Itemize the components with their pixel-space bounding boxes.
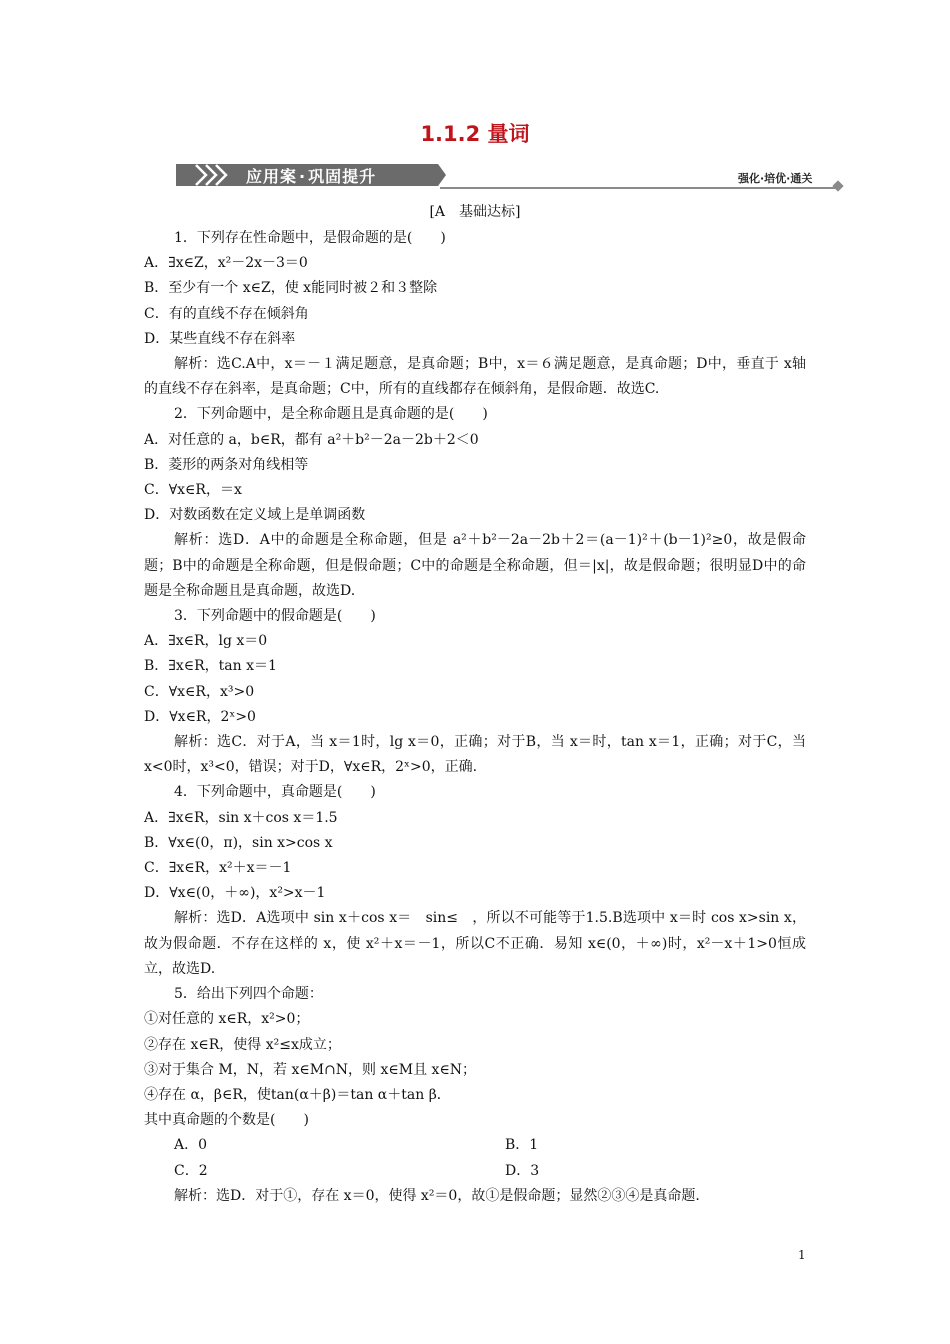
- q5-ask: 其中真命题的个数是( ): [144, 1112, 309, 1129]
- q2-option-d: D．对数函数在定义域上是单调函数: [144, 507, 366, 524]
- q3-option-c: C．∀x∈R，x³>0: [144, 683, 255, 700]
- q1-stem: 1．下列存在性命题中，是假命题的是( ): [174, 230, 446, 246]
- q2-stem: 2．下列命题中，是全称命题且是真命题的是( ): [174, 406, 488, 423]
- tagline: 强化·培优·通关: [738, 172, 813, 185]
- q1-option-a: A．∃x∈Z，x²－2x－3＝0: [144, 255, 308, 272]
- q5-proposition-1: ①对任意的 x∈R，x²>0；: [144, 1011, 310, 1028]
- banner-dot: ·: [299, 167, 307, 186]
- q2-answer: 解析：选D．A中的命题是全称命题，但是 a²＋b²－2a－2b＋2＝(a－1)²＋(b－1)²≥0，故是假命题；B中的命题是全称命题，但是假命题；C中的命题是全称命题，但＝|x|，故是假命题；很明显D中的命题是全称命题且是真命题，故选D.: [144, 532, 806, 599]
- q5-proposition-2: ②存在 x∈R，使得 x²≤x成立；: [144, 1036, 341, 1053]
- q2-option-a: A．对任意的 a，b∈R，都有 a²＋b²－2a－2b＋2＜0: [144, 431, 479, 448]
- q3-option-a: A．∃x∈R，lg x＝0: [144, 633, 268, 650]
- banner-label-right: 巩固提升: [308, 167, 377, 186]
- q1-answer: 解析：选C.A中，x＝－１满足题意，是真命题；B中，x＝６满足题意，是真命题；D中，垂直于 x轴的直线不存在斜率，是真命题；C中，所有的直线都存在倾斜角，是假命题．故选C.: [144, 356, 806, 398]
- q4-option-d: D．∀x∈(0，＋∞)，x²>x－1: [144, 885, 326, 902]
- q1-option-c: C．有的直线不存在倾斜角: [144, 305, 309, 322]
- header-rule: [440, 187, 835, 189]
- diamond-icon: [832, 180, 843, 191]
- q4-stem: 4．下列命题中，真命题是( ): [174, 784, 376, 801]
- q5-option-a: A．0: [174, 1137, 208, 1154]
- q5-option-b: B．1: [505, 1137, 539, 1154]
- q3-option-b: B．∃x∈R，tan x＝1: [144, 658, 277, 675]
- q1-option-b: B．至少有一个 x∈Z，使 x能同时被２和３整除: [144, 280, 438, 297]
- q5-option-d: D．3: [505, 1162, 540, 1179]
- q2-option-b: B．菱形的两条对角线相等: [144, 456, 309, 473]
- q1-option-d: D．某些直线不存在斜率: [144, 330, 296, 347]
- q5-proposition-3: ③对于集合 M，N，若 x∈M∩N，则 x∈M且 x∈N；: [144, 1061, 477, 1078]
- q3-option-d: D．∀x∈R，2ˣ>0: [144, 708, 256, 725]
- page-number: 1: [798, 1248, 806, 1262]
- q4-answer: 解析：选D．A选项中 sin x＋cos x＝ sin≤ ，所以不可能等于1.5.B选项中 x＝时 cos x>sin x，故为假命题．不存在这样的 x，使 x²＋x＝－1，所以C不正确．易知 x∈(0，＋∞)时，x²－x＋1>0恒成立，故选D.: [144, 910, 806, 977]
- section-heading: [A 基础达标]: [429, 204, 521, 220]
- q3-answer: 解析：选C．对于A，当 x＝1时，lg x＝0，正确；对于B，当 x＝时，tan x＝1，正确；对于C，当 x<0时，x³<0，错误；对于D，∀x∈R，2ˣ>0，正确.: [144, 734, 806, 776]
- page-title: 1.1.2 量词: [420, 122, 530, 146]
- q5-options-row-1: [144, 1133, 806, 1158]
- q5-proposition-4: ④存在 α，β∈R，使tan(α＋β)＝tan α＋tan β．: [144, 1086, 451, 1103]
- q2-option-c: C．∀x∈R，＝x: [144, 482, 242, 499]
- section-banner: [176, 160, 446, 190]
- q3-stem: 3．下列命题中的假命题是( ): [174, 608, 376, 625]
- banner-label-left: 应用案: [246, 167, 298, 186]
- q5-answer: 解析：选D．对于①，存在 x＝0，使得 x²＝0，故①是假命题；显然②③④是真命题.: [174, 1187, 700, 1204]
- q4-option-a: A．∃x∈R，sin x＋cos x＝1.5: [144, 809, 338, 826]
- q5-option-c: C．2: [174, 1162, 208, 1179]
- q4-option-b: B．∀x∈(0，π)，sin x>cos x: [144, 834, 333, 851]
- q5-options-row-2: [144, 1159, 806, 1184]
- q4-option-c: C．∃x∈R，x²＋x＝－1: [144, 860, 292, 877]
- question-list: [144, 226, 806, 1209]
- q5-stem: 5．给出下列四个命题：: [174, 986, 323, 1003]
